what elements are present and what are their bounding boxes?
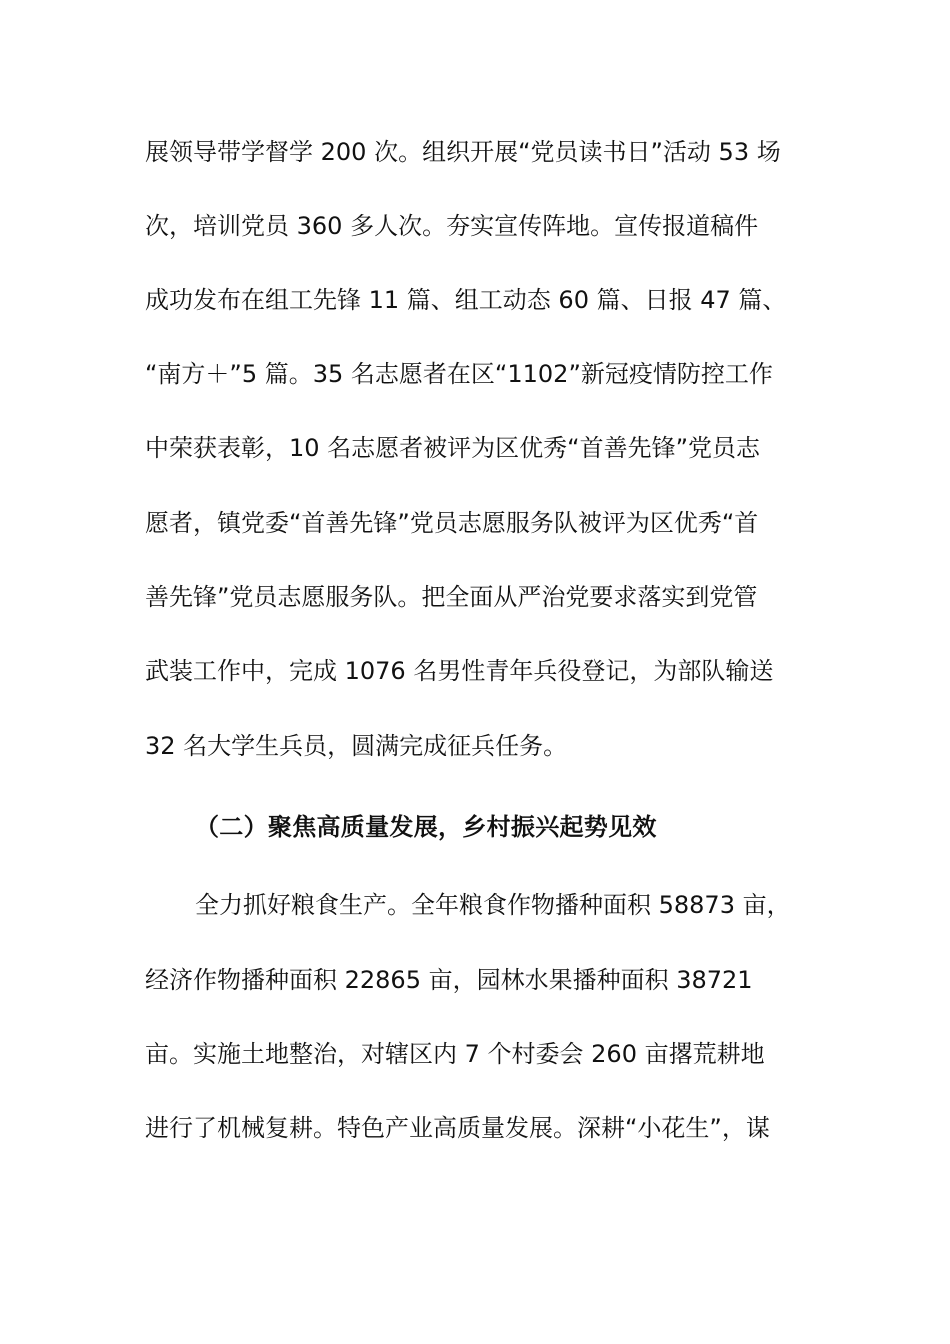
paragraph-1-line-1: 展领导带学督学 200 次。组织开展“党员读书日”活动 53 场	[145, 138, 781, 166]
paragraph-1-line-8: 武装工作中，完成 1076 名男性青年兵役登记，为部队输送	[145, 657, 774, 685]
paragraph-1-line-2: 次，培训党员 360 多人次。夯实宣传阵地。宣传报道稿件	[145, 212, 759, 240]
paragraph-1-line-4: “南方＋”5 篇。35 名志愿者在区“1102”新冠疫情防控工作	[145, 360, 773, 388]
paragraph-1-line-9: 32 名大学生兵员，圆满完成征兵任务。	[145, 732, 568, 760]
paragraph-2-line-1: 全力抓好粮食生产。全年粮食作物播种面积 58873 亩，	[195, 891, 791, 919]
paragraph-1-line-6: 愿者，镇党委“首善先锋”党员志愿服务队被评为区优秀“首	[145, 509, 759, 537]
paragraph-2-line-3: 亩。实施土地整治，对辖区内 7 个村委会 260 亩撂荒耕地	[145, 1040, 765, 1068]
paragraph-1-line-3: 成功发布在组工先锋 11 篇、组工动态 60 篇、日报 47 篇、	[145, 286, 787, 314]
paragraph-1-line-7: 善先锋”党员志愿服务队。把全面从严治党要求落实到党管	[145, 583, 758, 611]
paragraph-1-line-5: 中荣获表彰，10 名志愿者被评为区优秀“首善先锋”党员志	[145, 434, 761, 462]
paragraph-2-line-4: 进行了机械复耕。特色产业高质量发展。深耕“小花生”，谋	[145, 1114, 770, 1142]
paragraph-2-line-2: 经济作物播种面积 22865 亩，园林水果播种面积 38721	[145, 966, 753, 994]
section-heading: （二）聚焦高质量发展，乡村振兴起势见效	[195, 813, 657, 841]
